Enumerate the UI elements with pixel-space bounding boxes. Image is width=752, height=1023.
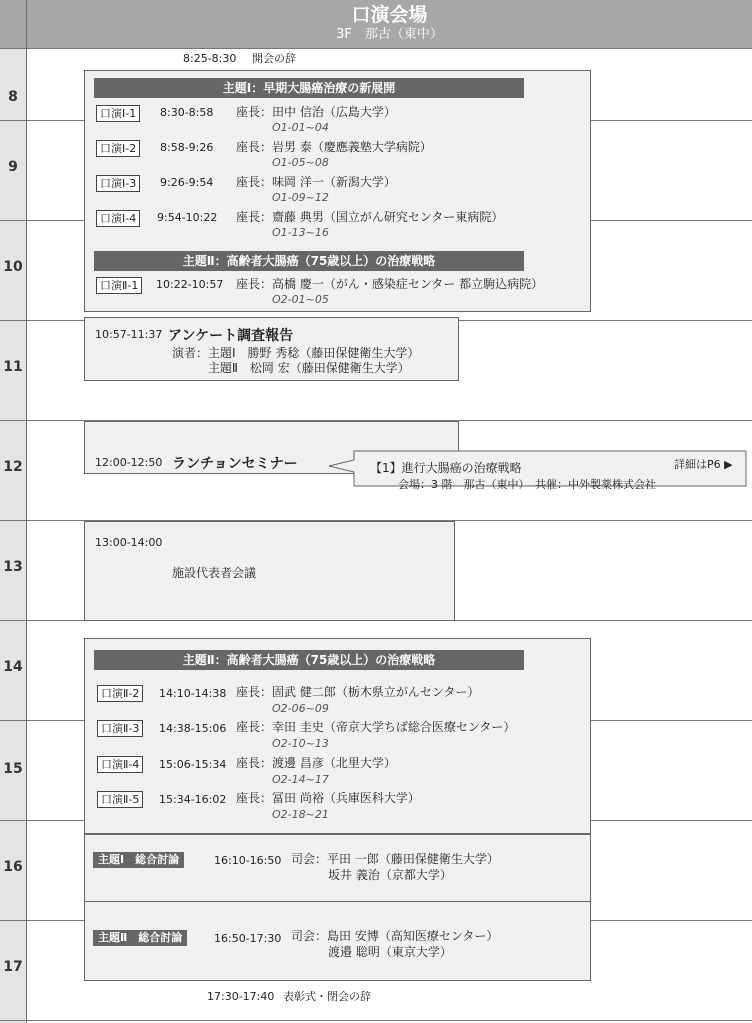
meeting-time: 13:00-14:00 [95,536,163,549]
discussion-i-moderator-1: 司会：平田 一郎（藤田保健衛生大学） [291,852,499,866]
discussion-ii-time: 16:50-17:30 [214,932,282,945]
hour-divider [0,1020,752,1021]
hour-label: 9 [8,159,18,175]
venue-subtitle: 3F 那古（東中） [336,27,443,42]
hour-column [0,48,27,1023]
lunch-title: ランチョンセミナー [172,456,298,472]
hour-label: 15 [3,761,23,777]
session-time: 15:34-16:02 [159,793,227,806]
callout-detail: 会場：3 階 那古（東中） 共催：中外製薬株式会社 [398,478,656,491]
callout-ref-link[interactable]: 詳細はP6 ▶ [674,458,733,471]
closing-time: 17:30-17:40 [207,990,275,1003]
abstract-code[interactable]: O2-06~09 [272,702,329,715]
header-corner [0,0,27,48]
session-chair: 座長：高橋 慶一（がん・感染症センター 都立駒込病院） [236,277,544,291]
discussion-i-tag: 主題Ⅰ 総合討論 [93,852,184,868]
hour-label: 12 [3,459,23,475]
session-tag[interactable]: 口演Ⅰ-2 [96,140,140,157]
session-tag[interactable]: 口演Ⅱ-4 [97,756,143,773]
hour-label: 17 [3,959,23,975]
session-chair: 座長：冨田 尚裕（兵庫医科大学） [236,791,420,805]
abstract-code[interactable]: O1-13~16 [272,226,329,239]
abstract-code[interactable]: O2-10~13 [272,737,329,750]
session-time: 10:22-10:57 [156,278,224,291]
session-tag[interactable]: 口演Ⅰ-1 [96,105,140,122]
session-chair: 座長：固武 健二郎（栃木県立がんセンター） [236,685,480,699]
theme-ii-title: 主題Ⅱ：高齢者大腸癌（75歳以上）の治療戦略 [94,650,524,670]
abstract-code[interactable]: O2-18~21 [272,808,329,821]
session-chair: 座長：齋藤 典男（国立がん研究センター東病院） [236,210,504,224]
discussion-ii-tag: 主題Ⅱ 総合討論 [93,930,187,946]
callout-title: 【1】進行大腸癌の治療戦略 [370,461,522,475]
discussion-ii-moderator-2: 渡邉 聡明（東京大学） [328,945,452,959]
abstract-code[interactable]: O1-09~12 [272,191,329,204]
closing-label: 表彰式・閉会の辞 [283,990,371,1003]
session-tag[interactable]: 口演Ⅰ-3 [96,175,140,192]
session-tag[interactable]: 口演Ⅱ-5 [97,791,143,808]
session-time: 14:38-15:06 [159,722,227,735]
hour-divider [0,48,752,49]
discussion-i-moderator-2: 坂井 義治（京都大学） [328,868,452,882]
opening-time: 8:25-8:30 [183,52,237,65]
meeting-title: 施設代表者会議 [172,566,257,580]
survey-speaker-2: 主題Ⅱ 松岡 宏（藤田保健衛生大学） [208,361,410,375]
hour-label: 11 [3,359,23,375]
theme-i-title: 主題Ⅰ：早期大腸癌治療の新展開 [94,78,524,98]
abstract-code[interactable]: O2-01~05 [272,293,329,306]
session-time: 9:26-9:54 [160,176,214,189]
venue-header [27,0,752,48]
hour-label: 14 [3,659,23,675]
survey-title: アンケート調査報告 [168,328,294,344]
discussion-ii-moderator-1: 司会：島田 安博（高知医療センター） [291,929,499,943]
hour-label: 13 [3,559,23,575]
abstract-code[interactable]: O1-01~04 [272,121,329,134]
session-tag[interactable]: 口演Ⅱ-2 [97,685,143,702]
theme-ii-title: 主題Ⅱ：高齢者大腸癌（75歳以上）の治療戦略 [94,251,524,271]
survey-time: 10:57-11:37 [95,328,163,341]
session-time: 8:30-8:58 [160,106,214,119]
session-tag[interactable]: 口演Ⅰ-4 [96,210,140,227]
hour-label: 8 [8,89,18,105]
survey-speaker-1: 演者：主題Ⅰ 勝野 秀稔（藤田保健衛生大学） [172,346,420,360]
session-time: 14:10-14:38 [159,687,227,700]
discussion-divider [84,901,591,902]
session-time: 9:54-10:22 [157,211,218,224]
session-tag[interactable]: 口演Ⅱ-1 [96,277,142,294]
abstract-code[interactable]: O2-14~17 [272,773,329,786]
session-chair: 座長：渡邊 昌彦（北里大学） [236,756,396,770]
hour-label: 10 [3,259,23,275]
session-time: 15:06-15:34 [159,758,227,771]
session-tag[interactable]: 口演Ⅱ-3 [97,720,143,737]
session-time: 8:58-9:26 [160,141,214,154]
lunch-time: 12:00-12:50 [95,456,163,469]
session-chair: 座長：味岡 洋一（新潟大学） [236,175,396,189]
venue-title: 口演会場 [351,4,428,26]
abstract-code[interactable]: O1-05~08 [272,156,329,169]
opening-label: 開会の辞 [252,52,296,65]
hour-label: 16 [3,859,23,875]
discussion-i-time: 16:10-16:50 [214,854,282,867]
session-chair: 座長：岩男 泰（慶應義塾大学病院） [236,140,432,154]
session-chair: 座長：田中 信治（広島大学） [236,105,396,119]
session-chair: 座長：幸田 圭史（帝京大学ちば総合医療センター） [236,720,516,734]
